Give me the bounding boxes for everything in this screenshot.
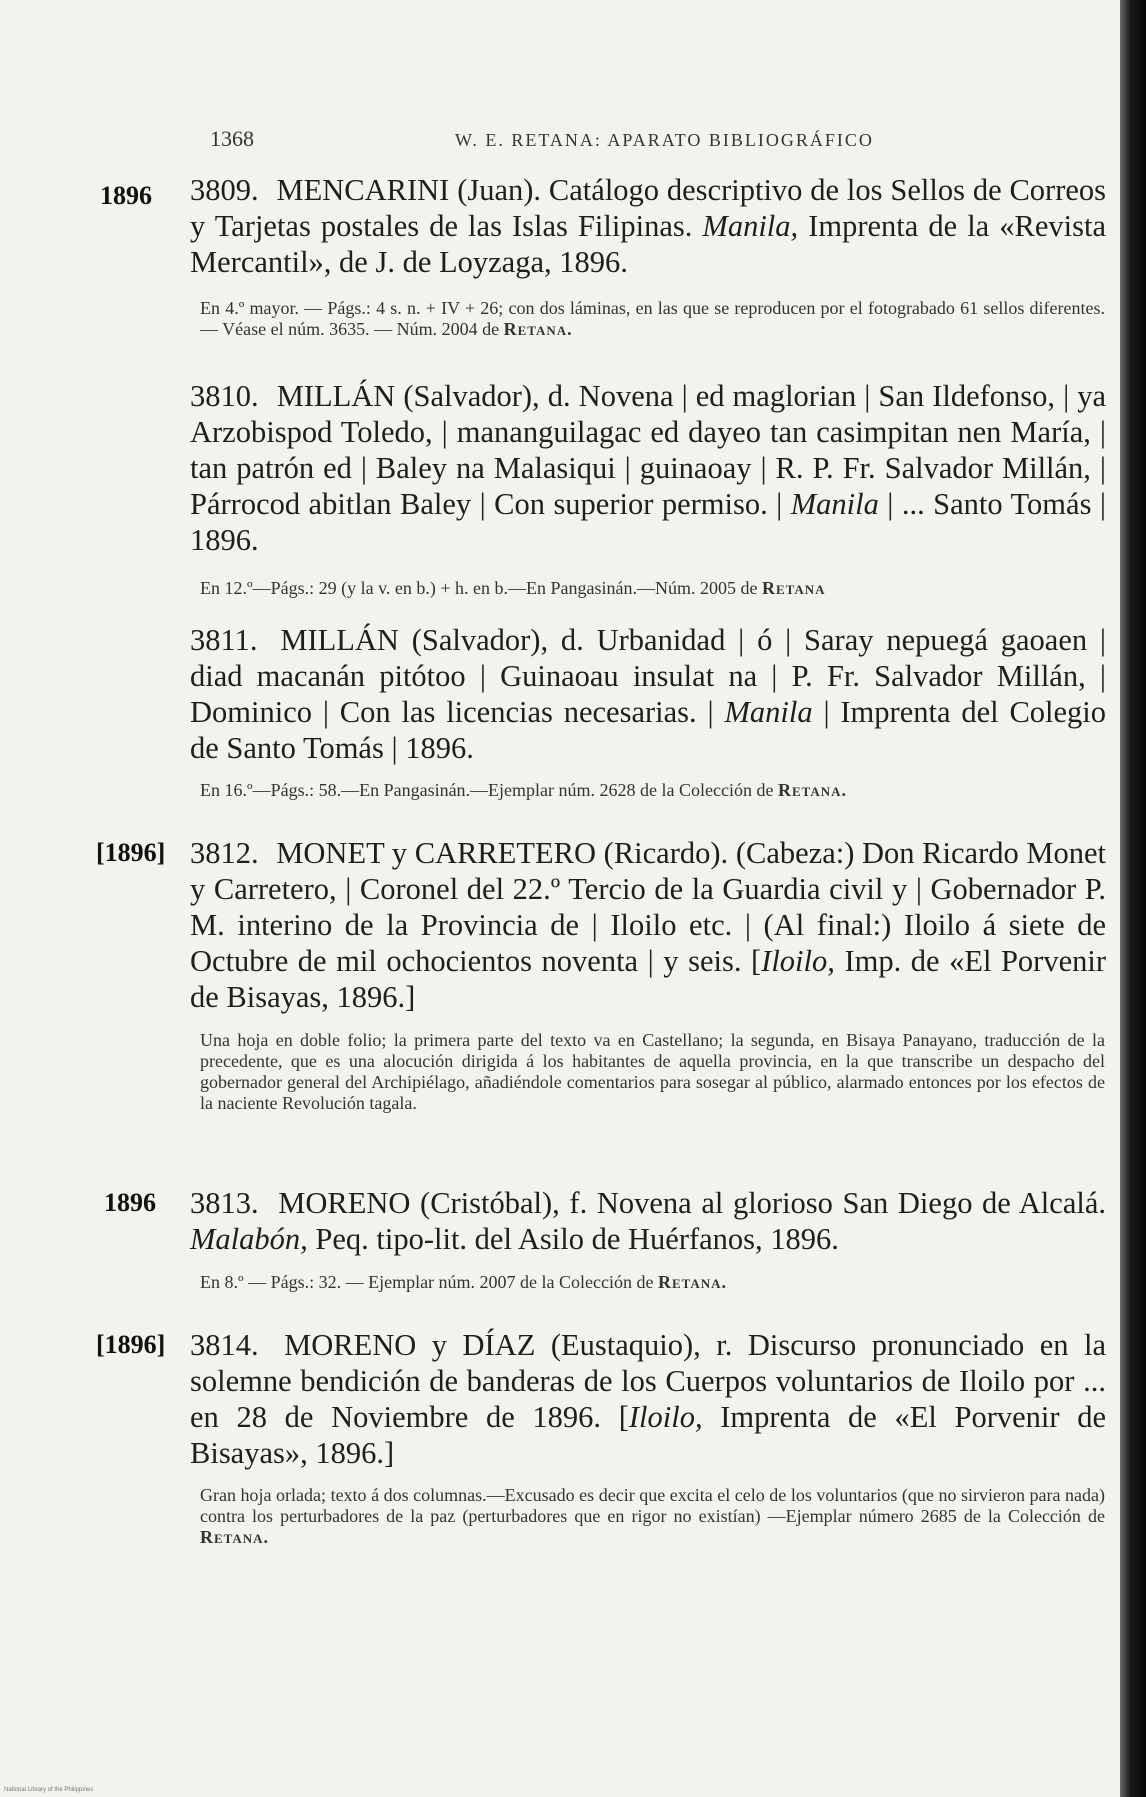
entry-author: MORENO y DÍAZ (Eustaquio), r. xyxy=(284,1328,733,1362)
entry-place: Iloilo, xyxy=(761,944,835,978)
entry-body xyxy=(190,835,1106,1015)
entry-author: MENCARINI (Juan). xyxy=(276,173,542,207)
entry-title: Novena al glorioso San Diego de Alcalá. xyxy=(596,1186,1106,1220)
entry-number: 3811. xyxy=(190,623,258,657)
entry-year: 1896 xyxy=(104,1188,156,1217)
entry-imprint: Peq. tipo-lit. del Asilo de Huérfanos, 1896. xyxy=(315,1222,839,1256)
entry-number: 3810. xyxy=(190,379,259,413)
entry-body xyxy=(190,622,1106,766)
entry-author: MILLÁN (Salvador), d. xyxy=(276,379,571,413)
entry-year: 1896 xyxy=(100,181,152,210)
scan-footer: National Library of the Philippines xyxy=(4,1787,94,1793)
entry-place: Manila xyxy=(790,487,879,521)
entry-title: Discurso pronunciado en la solemne bendición de banderas de los Cuerpos voluntarios de Iloilo por ... en 28 de Noviembre de 1896. [ xyxy=(190,1328,1107,1434)
entry-imprint: | Imprenta del Colegio de Santo Tomás | 1896. xyxy=(190,695,1107,765)
entry-note: En 12.º—Págs.: 29 (y la v. en b.) + h. en b.—En Pangasinán.—Núm. 2005 de Retana xyxy=(200,578,826,598)
entry-note: Gran hoja orlada; texto á dos columnas.—Excusado es decir que excita el celo de los voluntarios (que no sirvieron para nada) contra los perturbadores de la paz (perturbadores que en rigor no existían) —Ejemplar número 2685 de la Colección de Retana. xyxy=(200,1485,1105,1547)
entry-title: (Cabeza:) Don Ricardo Monet y Carretero, | Coronel del 22.º Tercio de la Guardia civil y | Gobernador P. M. interino de la Provincia de | Iloilo etc. | (Al final:) Iloilo á siete de Octubre de mil ochocientos noventa | y seis. [ xyxy=(190,836,1107,978)
entry-number: 3809. xyxy=(190,173,259,207)
entry-author: MORENO (Cristóbal), f. xyxy=(278,1186,588,1220)
page-number: 1368 xyxy=(210,126,254,151)
entry-note: En 16.º—Págs.: 58.—En Pangasinán.—Ejemplar núm. 2628 de la Colección de Retana. xyxy=(200,780,848,800)
entry-title: Catálogo descriptivo de los Sellos de Correos y Tarjetas postales de las Islas Filipinas. xyxy=(190,173,1107,243)
entry-note: En 8.º — Págs.: 32. — Ejemplar núm. 2007 de la Colección de Retana. xyxy=(200,1272,728,1292)
entry-body xyxy=(190,1185,1106,1257)
entry-imprint: Imp. de «El Porvenir de Bisayas, 1896.] xyxy=(190,944,1107,1014)
entry-place: Manila, xyxy=(702,209,799,243)
entry-place: Malabón, xyxy=(190,1222,308,1256)
entry-imprint: | ... Santo Tomás | 1896. xyxy=(190,487,1106,557)
entry-body xyxy=(190,378,1106,558)
entry-title: Novena | ed maglorian | San Ildefonso, | ya Arzobispod Toledo, | mananguilagac ed dayeo tan casimpitan nen María, | tan patrón ed | Baley na Malasiqui | guinaoay | R. P. Fr. Salvador Millán, | Párrocod abitlan Baley | Con superior permiso. | xyxy=(190,379,1107,521)
entry-body xyxy=(190,1327,1106,1471)
entry-year: [1896] xyxy=(96,838,166,867)
entry-imprint: Imprenta de la «Revista Mercantil», de J. de Loyzaga, 1896. xyxy=(190,209,1107,279)
entry-note: Una hoja en doble folio; la primera parte del texto va en Castellano; la segunda, en Bisaya Panayano, traducción de la precedente, que es una alocución dirigida á los habitantes de aquella provincia, en la que transcribe un despacho del gobernador general del Archipiélago, añadiéndole comentarios para sosegar al público, alarmado entonces por los efectos de la naciente Revolución tagala. xyxy=(200,1030,1105,1113)
entry-year: [1896] xyxy=(96,1330,166,1359)
entry-number: 3813. xyxy=(190,1186,259,1220)
entry-note: En 4.º mayor. — Págs.: 4 s. n. + IV + 26; con dos láminas, en las que se reproducen por el fotograbado 61 sellos diferentes. — Véase el núm. 3635. — Núm. 2004 de Retana. xyxy=(200,298,1105,339)
entry-title: Urbanidad | ó | Saray nepuegá gaoaen | diad macanán pitótoo | Guinaoau insulat na | P. Fr. Salvador Millán, | Dominico | Con las licencias necesarias. | xyxy=(190,623,1107,729)
entry-author: MILLÁN (Salvador), d. xyxy=(280,623,584,657)
entry-author: MONET y CARRETERO (Ricardo). xyxy=(276,836,729,870)
entry-number: 3812. xyxy=(190,836,259,870)
entry-number: 3814. xyxy=(190,1328,259,1362)
page-edge-shadow xyxy=(1120,0,1146,1797)
running-title: W. E. RETANA: APARATO BIBLIOGRÁFICO xyxy=(455,130,874,150)
entry-imprint: Imprenta de «El Porvenir de Bisayas», 1896.] xyxy=(190,1400,1106,1470)
entry-body xyxy=(190,172,1106,280)
entry-place: Manila xyxy=(724,695,813,729)
entry-place: Iloilo, xyxy=(628,1400,703,1434)
